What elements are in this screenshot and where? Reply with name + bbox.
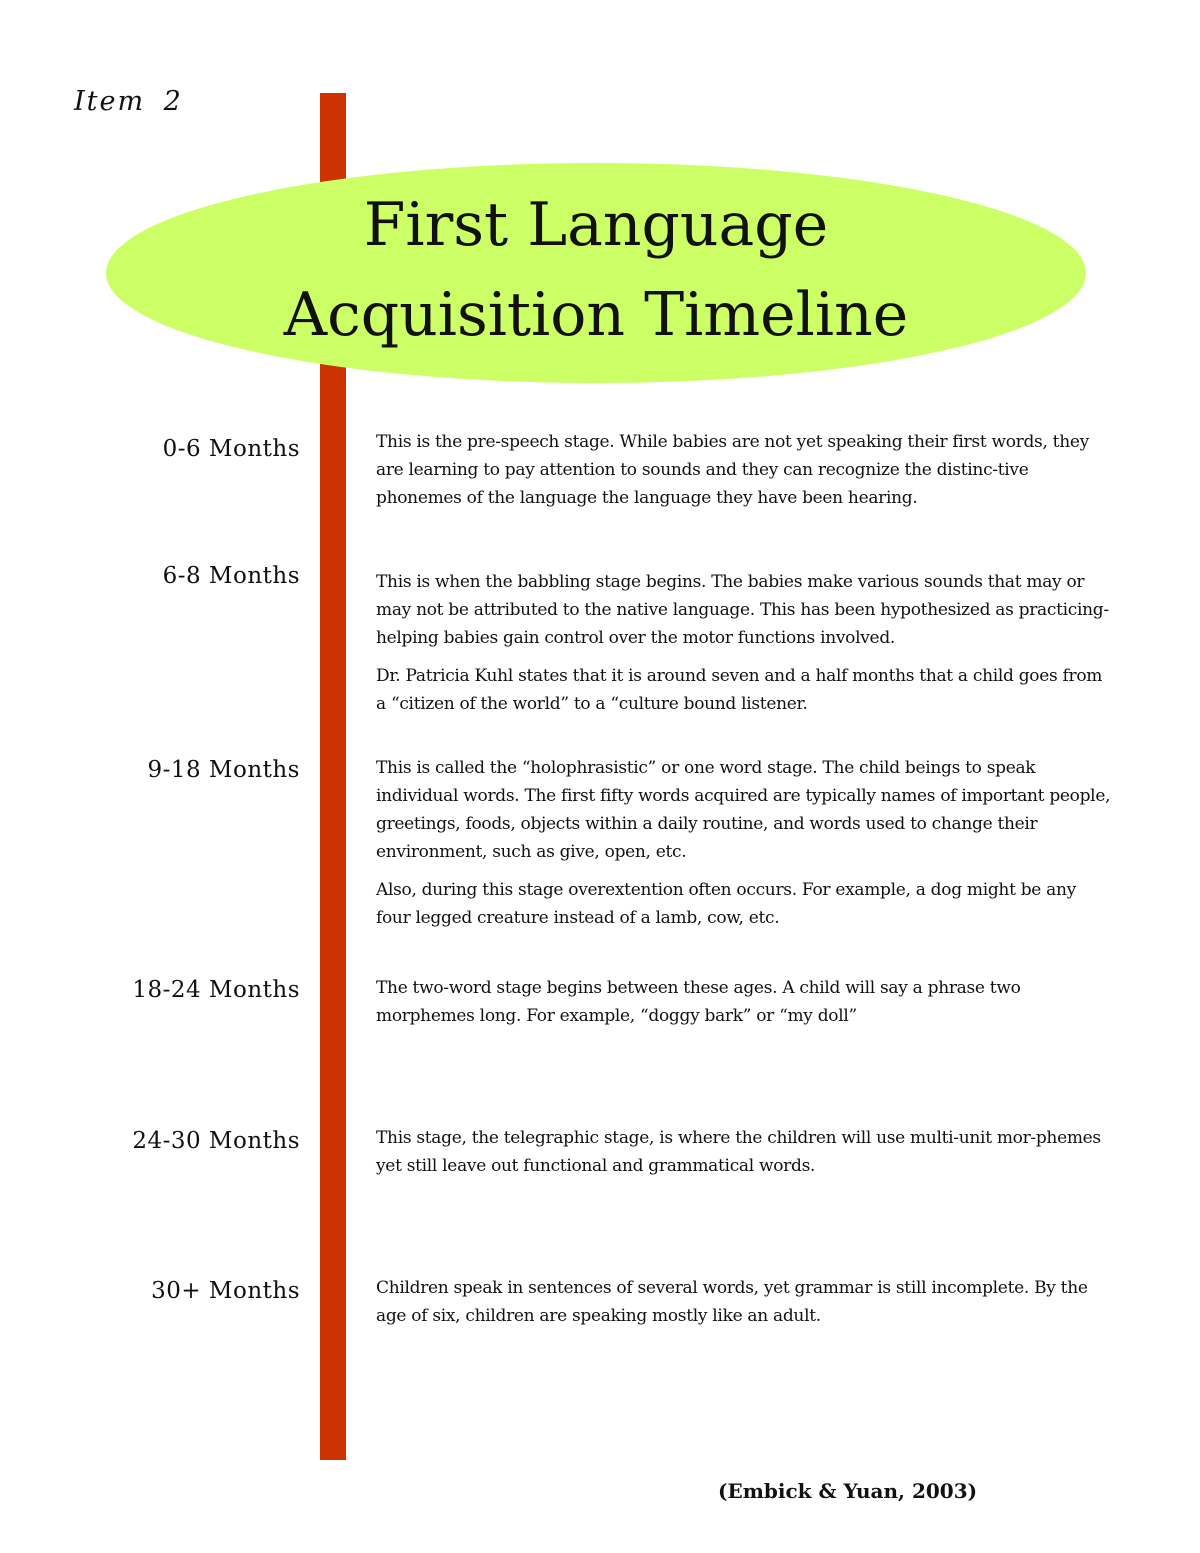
stage-paragraph: This stage, the telegraphic stage, is where the children will use multi-unit mor-phemes yet still leave out functional and grammatical words.: [376, 1128, 1101, 1176]
stage-paragraph: This is called the “holophrasistic” or one word stage. The child beings to speak individual words. The first fifty words acquired are typically names of important people, greetings, foods, objects within a daily routine, and words used to change their environment, such as give, open, etc.: [376, 758, 1111, 862]
stage-description-30-plus-months: [376, 1274, 1111, 1340]
title-line-1: First Language: [363, 190, 829, 260]
stage-paragraph: Children speak in sentences of several words, yet grammar is still incomplete. By the age of six, children are speaking mostly like an adult.: [376, 1278, 1088, 1326]
stage-description-0-6-months: [376, 428, 1111, 522]
title-line-2: Acquisition Timeline: [283, 280, 909, 350]
stage-description-6-8-months: [376, 568, 1111, 728]
stage-label-0-6-months: 0-6 Months: [162, 436, 300, 462]
stage-description-9-18-months: [376, 754, 1111, 942]
stage-paragraph: This is the pre-speech stage. While babies are not yet speaking their first words, they are learning to pay attention to sounds and they can recognize the distinc-tive phonemes of the language the language they have been hearing.: [376, 432, 1089, 508]
stage-paragraph: This is when the babbling stage begins. The babies make various sounds that may or may not be attributed to the native language. This has been hypothesized as practicing-helping babies gain control over the motor functions involved.: [376, 572, 1109, 648]
stage-paragraph: Dr. Patricia Kuhl states that it is around seven and a half months that a child goes from a “citizen of the world” to a “culture bound listener.: [376, 666, 1103, 714]
stage-description-24-30-months: [376, 1124, 1111, 1190]
stage-label-30-plus-months: 30+ Months: [151, 1278, 300, 1304]
item-label: Item 2: [74, 86, 183, 117]
stage-label-24-30-months: 24-30 Months: [132, 1128, 300, 1154]
stage-label-18-24-months: 18-24 Months: [132, 977, 300, 1003]
stage-label-9-18-months: 9-18 Months: [147, 757, 300, 783]
page-title: [106, 180, 1086, 360]
stage-label-6-8-months: 6-8 Months: [162, 563, 300, 589]
citation: (Embick & Yuan, 2003): [718, 1479, 978, 1503]
stage-paragraph: Also, during this stage overextention often occurs. For example, a dog might be any four legged creature instead of a lamb, cow, etc.: [376, 880, 1076, 928]
stage-description-18-24-months: [376, 974, 1111, 1040]
stage-paragraph: The two-word stage begins between these ages. A child will say a phrase two morphemes long. For example, “doggy bark” or “my doll”: [376, 978, 1021, 1026]
